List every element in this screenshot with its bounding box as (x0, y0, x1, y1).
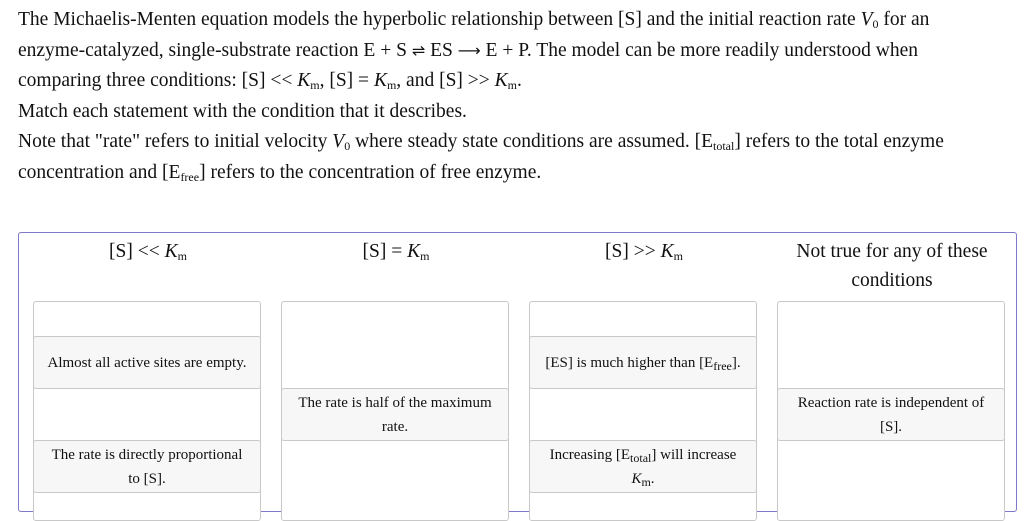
question-line-5: Note that "rate" refers to initial velocity $V_0$ where steady state conditions are assumed. $[E_{total}]$ refers to the total enzyme (18, 131, 944, 153)
answer-card-increase-etotal[interactable]: Increasing $[E_{total}]$ will increase $K_m$. (529, 440, 757, 493)
drop-zone-not-true[interactable] (777, 301, 1005, 521)
question-line-2: enzyme-catalyzed, single-substrate reaction E + S ⇌ ES ⟶ E + P. The model can be more readily understood when (18, 39, 919, 61)
answer-card-active-sites-empty[interactable]: Almost all active sites are empty. (33, 336, 261, 389)
answer-card-rate-independent[interactable]: Reaction rate is independent of [S]. (777, 388, 1005, 441)
drop-zone-s-less-than-km[interactable] (33, 301, 261, 521)
column-header-s-equals-km: $[S] = K_m$ (362, 241, 430, 263)
question-line-6: concentration and $[E_{free}]$ refers to the concentration of free enzyme. (18, 161, 542, 184)
question-line-3: comparing three conditions: $[S] << K_m$, $[S] = K_m$, and $[S] >> K_m$. (18, 70, 522, 92)
equilibrium-arrow-icon: ⇌ (411, 40, 426, 60)
column-header-s-less-than-km: $[S] << K_m$ (109, 241, 187, 263)
reaction-arrow-icon: ⟶ (457, 40, 481, 60)
answer-card-half-max-rate[interactable]: The rate is half of the maximum rate. (281, 388, 509, 441)
question-text (18, 5, 1018, 188)
column-header-s-greater-than-km: $[S] >> K_m$ (605, 241, 683, 263)
answer-card-es-higher[interactable]: [ES] is much higher than $[E_{free}]$. (529, 336, 757, 389)
drop-zone-s-equals-km[interactable] (281, 301, 509, 521)
question-line-4: Match each statement with the condition that it describes. (18, 100, 467, 122)
drop-zone-s-greater-than-km[interactable] (529, 301, 757, 521)
column-header-not-true: Not true for any of these conditions (796, 241, 988, 291)
matching-area (18, 232, 1017, 512)
question-line-1: The Michaelis-Menten equation models the hyperbolic relationship between [S] and the initial reaction rate $V_0$ for an (18, 9, 930, 31)
answer-card-rate-proportional[interactable]: The rate is directly proportional to [S]. (33, 440, 261, 493)
